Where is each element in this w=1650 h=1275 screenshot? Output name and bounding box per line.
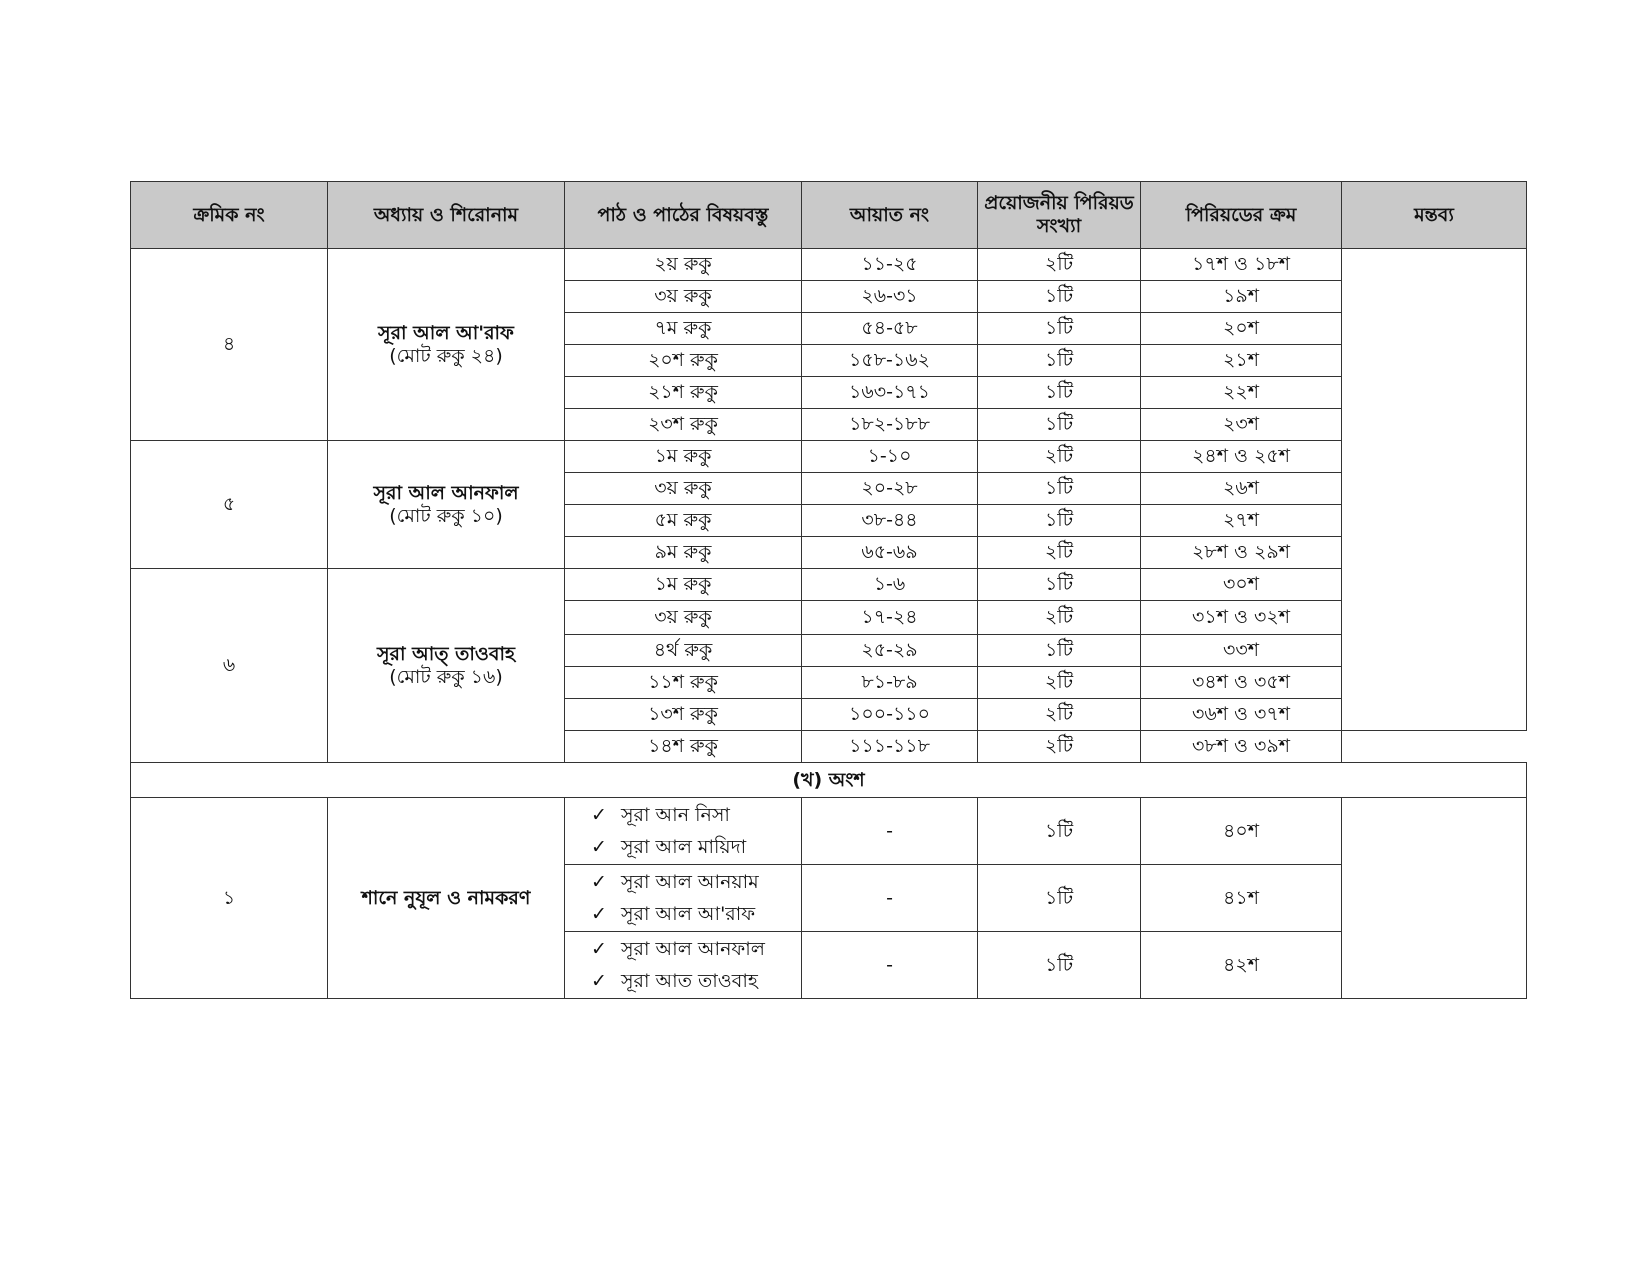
chapter-title-cell <box>328 569 565 763</box>
period-order-cell: ২৬শ <box>1141 473 1342 505</box>
lesson-cell: ২য় রুকু <box>565 249 802 281</box>
period-order-cell: ২০শ <box>1141 313 1342 345</box>
lesson-cell: ১ম রুকু <box>565 441 802 473</box>
header-period-order: পিরিয়ডের ক্রম <box>1141 182 1342 249</box>
header-chapter: অধ্যায় ও শিরোনাম <box>328 182 565 249</box>
period-count-cell: ১টি <box>978 932 1141 999</box>
list-item: ✓ সূরা আন নিসা <box>591 799 801 831</box>
lesson-cell <box>565 932 802 999</box>
period-order-cell: ১৯শ <box>1141 281 1342 313</box>
period-count-cell: ১টি <box>978 281 1141 313</box>
chapter-subtitle: (মোট রুকু ২৪) <box>389 344 503 367</box>
ayat-cell: ৮১-৮৯ <box>802 667 978 699</box>
ayat-cell: - <box>802 932 978 999</box>
section-heading-row <box>131 763 1527 798</box>
period-count-cell: ১টি <box>978 505 1141 537</box>
header-period-count: প্রয়োজনীয় পিরিয়ড সংখ্যা <box>978 182 1141 249</box>
table-row <box>131 798 1527 865</box>
lesson-cell: ২০শ রুকু <box>565 345 802 377</box>
syllabus-table <box>130 181 1527 999</box>
ayat-cell: ১-১০ <box>802 441 978 473</box>
section-heading: (খ) অংশ <box>131 763 1527 798</box>
period-order-cell: ৪২শ <box>1141 932 1342 999</box>
lesson-cell: ৩য় রুকু <box>565 281 802 313</box>
ayat-cell: ১৭-২৪ <box>802 601 978 635</box>
lesson-cell: ৩য় রুকু <box>565 473 802 505</box>
ayat-cell: ১-৬ <box>802 569 978 601</box>
list-item: ✓ সূরা আল আ'রাফ <box>591 898 801 930</box>
check-icon: ✓ <box>591 836 607 858</box>
period-count-cell: ১টি <box>978 569 1141 601</box>
chapter-title-cell <box>328 798 565 999</box>
period-count-cell: ১টি <box>978 798 1141 865</box>
period-order-cell: ২৪শ ও ২৫শ <box>1141 441 1342 473</box>
serial-cell: ৪ <box>131 249 328 441</box>
period-order-cell: ২৭শ <box>1141 505 1342 537</box>
check-icon: ✓ <box>591 970 607 992</box>
period-order-cell: ৩৩শ <box>1141 635 1342 667</box>
lesson-cell: ২১শ রুকু <box>565 377 802 409</box>
ayat-cell: ১১-২৫ <box>802 249 978 281</box>
period-count-cell: ১টি <box>978 865 1141 932</box>
serial-cell: ৬ <box>131 569 328 763</box>
table-row <box>131 569 1527 601</box>
check-icon: ✓ <box>591 804 607 826</box>
period-count-cell: ১টি <box>978 377 1141 409</box>
lesson-cell: ৫ম রুকু <box>565 505 802 537</box>
lesson-cell: ৪র্থ রুকু <box>565 635 802 667</box>
period-count-cell: ২টি <box>978 537 1141 569</box>
header-row <box>131 182 1527 249</box>
period-count-cell: ১টি <box>978 409 1141 441</box>
list-item: ✓ সূরা আল আনফাল <box>591 933 801 965</box>
lesson-cell <box>565 798 802 865</box>
list-item: ✓ সূরা আত তাওবাহ <box>591 965 801 997</box>
lesson-cell: ১ম রুকু <box>565 569 802 601</box>
period-order-cell: ৩১শ ও ৩২শ <box>1141 601 1342 635</box>
chapter-title: শানে নুযূল ও নামকরণ <box>361 886 531 909</box>
period-order-cell: ৩০শ <box>1141 569 1342 601</box>
ayat-cell: ১০০-১১০ <box>802 699 978 731</box>
period-count-cell: ১টি <box>978 313 1141 345</box>
chapter-subtitle: (মোট রুকু ১৬) <box>389 665 503 688</box>
lesson-cell: ৩য় রুকু <box>565 601 802 635</box>
period-count-cell: ১টি <box>978 473 1141 505</box>
ayat-cell: ২৬-৩১ <box>802 281 978 313</box>
ayat-cell: ১৮২-১৮৮ <box>802 409 978 441</box>
period-order-cell: ৪১শ <box>1141 865 1342 932</box>
ayat-cell: ২৫-২৯ <box>802 635 978 667</box>
remarks-cell <box>1342 798 1527 999</box>
ayat-cell: ৩৮-৪৪ <box>802 505 978 537</box>
lesson-cell <box>565 865 802 932</box>
period-count-cell: ২টি <box>978 249 1141 281</box>
header-lesson: পাঠ ও পাঠের বিষয়বস্তু <box>565 182 802 249</box>
lesson-cell: ১১শ রুকু <box>565 667 802 699</box>
list-item: ✓ সূরা আল মায়িদা <box>591 831 801 863</box>
ayat-cell: ২০-২৮ <box>802 473 978 505</box>
period-count-cell: ২টি <box>978 441 1141 473</box>
ayat-cell: - <box>802 798 978 865</box>
remarks-cell <box>1342 249 1527 731</box>
ayat-cell: ১৫৮-১৬২ <box>802 345 978 377</box>
period-order-cell: ৩৪শ ও ৩৫শ <box>1141 667 1342 699</box>
period-order-cell: ১৭শ ও ১৮শ <box>1141 249 1342 281</box>
ayat-cell: ১৬৩-১৭১ <box>802 377 978 409</box>
period-order-cell: ৩৬শ ও ৩৭শ <box>1141 699 1342 731</box>
chapter-title: সূরা আত্ তাওবাহ <box>377 642 515 665</box>
serial-cell: ১ <box>131 798 328 999</box>
lesson-cell: ২৩শ রুকু <box>565 409 802 441</box>
check-icon: ✓ <box>591 871 607 893</box>
serial-cell: ৫ <box>131 441 328 569</box>
lesson-cell: ১৪শ রুকু <box>565 731 802 763</box>
chapter-title: সূরা আল আ'রাফ <box>378 321 514 344</box>
chapter-title: সূরা আল আনফাল <box>373 481 519 504</box>
list-item: ✓ সূরা আল আনয়াম <box>591 866 801 898</box>
chapter-title-cell <box>328 441 565 569</box>
header-ayat: আয়াত নং <box>802 182 978 249</box>
table-row <box>131 249 1527 281</box>
header-serial: ক্রমিক নং <box>131 182 328 249</box>
lesson-cell: ৯ম রুকু <box>565 537 802 569</box>
chapter-title-cell <box>328 249 565 441</box>
period-count-cell: ১টি <box>978 635 1141 667</box>
period-order-cell: ৩৮শ ও ৩৯শ <box>1141 731 1342 763</box>
header-remarks: মন্তব্য <box>1342 182 1527 249</box>
period-count-cell: ২টি <box>978 731 1141 763</box>
period-order-cell: ২২শ <box>1141 377 1342 409</box>
lesson-cell: ৭ম রুকু <box>565 313 802 345</box>
period-count-cell: ১টি <box>978 345 1141 377</box>
period-order-cell: ২১শ <box>1141 345 1342 377</box>
lesson-cell: ১৩শ রুকু <box>565 699 802 731</box>
table-row <box>131 441 1527 473</box>
check-icon: ✓ <box>591 938 607 960</box>
ayat-cell: - <box>802 865 978 932</box>
check-icon: ✓ <box>591 903 607 925</box>
period-order-cell: ৪০শ <box>1141 798 1342 865</box>
period-order-cell: ২৮শ ও ২৯শ <box>1141 537 1342 569</box>
period-order-cell: ২৩শ <box>1141 409 1342 441</box>
period-count-cell: ২টি <box>978 667 1141 699</box>
ayat-cell: ৫৪-৫৮ <box>802 313 978 345</box>
ayat-cell: ৬৫-৬৯ <box>802 537 978 569</box>
period-count-cell: ২টি <box>978 699 1141 731</box>
chapter-subtitle: (মোট রুকু ১০) <box>389 504 503 527</box>
period-count-cell: ২টি <box>978 601 1141 635</box>
ayat-cell: ১১১-১১৮ <box>802 731 978 763</box>
